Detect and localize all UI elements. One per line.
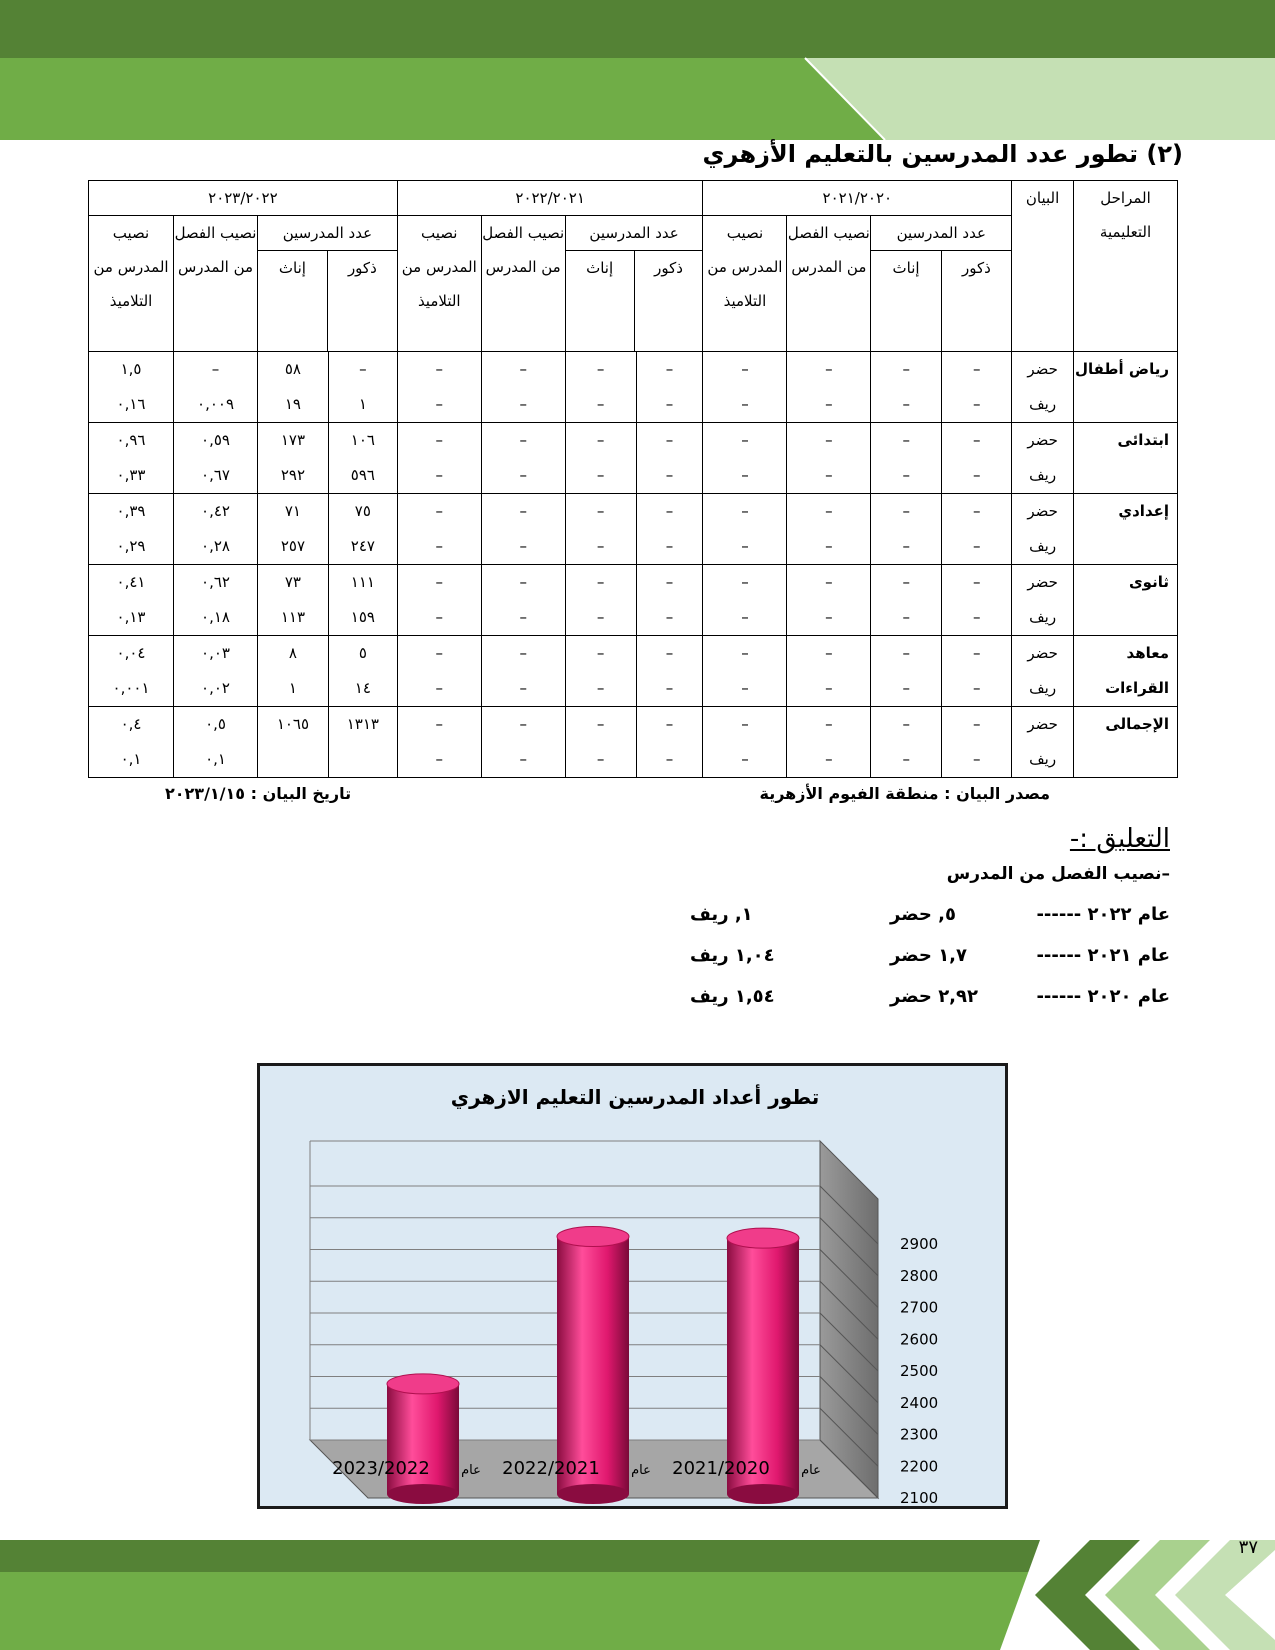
y-tick-label: 2400: [900, 1393, 939, 1412]
value-cell: ٥ ١٤: [328, 636, 397, 707]
empty-cell: – –: [481, 494, 565, 565]
class-share-header: نصيب الفصل من المدرس: [787, 216, 871, 352]
teachers-count-header: عدد المدرسين ذكور إناث: [565, 216, 703, 352]
comment-heading: التعليق :-: [1069, 824, 1170, 854]
class-share-header: نصيب الفصل من المدرس: [481, 216, 565, 352]
bar-top: [557, 1227, 629, 1247]
value-cell: ٧٥ ٢٤٧: [328, 494, 397, 565]
value-cell: ٨ ١: [257, 636, 328, 707]
empty-cell: – –: [871, 707, 942, 778]
value-cell: ١٠٦ ٥٩٦: [328, 423, 397, 494]
empty-cell: – –: [565, 423, 636, 494]
table-row: [89, 636, 1178, 707]
student-share-header: نصيب المدرس من التلاميذ: [703, 216, 787, 352]
value-cell: ٠,٣٩ ٠,٢٩: [89, 494, 174, 565]
teachers-table: [88, 180, 1178, 778]
value-cell: – ١: [328, 352, 397, 423]
bayan-cell: حضر ريف: [1012, 565, 1074, 636]
empty-cell: – –: [481, 565, 565, 636]
empty-cell: – –: [397, 423, 481, 494]
x-tick-prefix: عام: [461, 1463, 481, 1478]
empty-cell: – –: [565, 636, 636, 707]
empty-cell: – –: [636, 352, 703, 423]
stage-name: الإجمالى: [1074, 707, 1178, 778]
bar-top: [387, 1374, 459, 1394]
table-row: [89, 565, 1178, 636]
value-cell: ٠,٩٦ ٠,٣٣: [89, 423, 174, 494]
value-cell: ٧٣ ١١٣: [257, 565, 328, 636]
bar-base: [387, 1484, 459, 1504]
empty-cell: – –: [787, 423, 871, 494]
value-cell: ١٣١٣: [328, 707, 397, 778]
page-title: (٢) تطور عدد المدرسين بالتعليم الأزهري: [702, 140, 1183, 168]
y-tick-label: 2700: [900, 1298, 939, 1317]
empty-cell: – –: [703, 423, 787, 494]
empty-cell: – –: [942, 494, 1012, 565]
student-share-header: نصيب المدرس من التلاميذ: [397, 216, 481, 352]
empty-cell: – –: [871, 423, 942, 494]
header-decoration: [0, 0, 1275, 140]
comment-subheading: –نصيب الفصل من المدرس: [946, 864, 1170, 884]
bayan-cell: حضر ريف: [1012, 352, 1074, 423]
bayan-cell: حضر ريف: [1012, 707, 1074, 778]
x-tick-label: 2022/2021: [502, 1458, 600, 1479]
empty-cell: – –: [703, 352, 787, 423]
bar: [557, 1237, 629, 1494]
empty-cell: – –: [787, 565, 871, 636]
value-cell: ٠,٦٢ ٠,١٨: [174, 565, 258, 636]
y-tick-label: 2300: [900, 1425, 939, 1444]
empty-cell: – –: [397, 565, 481, 636]
y-tick-label: 2900: [900, 1235, 939, 1253]
teachers-count-header: عدد المدرسين ذكور إناث: [871, 216, 1012, 352]
table-row: [89, 352, 1178, 423]
empty-cell: – –: [871, 352, 942, 423]
value-cell: ٠,٠٣ ٠,٠٢: [174, 636, 258, 707]
y-tick-label: 2600: [900, 1330, 939, 1349]
empty-cell: – –: [703, 494, 787, 565]
empty-cell: – –: [565, 707, 636, 778]
bayan-header: البيان: [1012, 181, 1074, 352]
value-cell: ١,٥ ٠,١٦: [89, 352, 174, 423]
stage-name: ابتدائى: [1074, 423, 1178, 494]
empty-cell: – –: [481, 423, 565, 494]
empty-cell: – –: [565, 352, 636, 423]
x-tick-prefix: عام: [631, 1463, 651, 1478]
empty-cell: – –: [397, 636, 481, 707]
x-tick-label: 2023/2022: [332, 1458, 430, 1479]
class-share-header: نصيب الفصل من المدرس: [174, 216, 258, 352]
year-header-2022: ٢٠٢٣/٢٠٢٢: [89, 181, 398, 216]
teachers-chart: [257, 1063, 1008, 1509]
empty-cell: – –: [481, 707, 565, 778]
page-number: ٣٧: [1238, 1537, 1258, 1558]
bayan-cell: حضر ريف: [1012, 423, 1074, 494]
y-tick-label: 2800: [900, 1266, 939, 1285]
empty-cell: – –: [397, 707, 481, 778]
empty-cell: – –: [565, 565, 636, 636]
bar: [727, 1238, 799, 1494]
y-tick-label: 2100: [900, 1489, 939, 1506]
empty-cell: – –: [636, 494, 703, 565]
empty-cell: – –: [942, 636, 1012, 707]
value-cell: ٠,٤ ٠,١: [89, 707, 174, 778]
bar-top: [727, 1228, 799, 1248]
value-cell: ٠,٥٩ ٠,٦٧: [174, 423, 258, 494]
empty-cell: – –: [942, 565, 1012, 636]
comment-line: عام ٢٠٢٠ ------٢,٩٢ حضر١,٥٤ ريف: [690, 986, 1170, 1007]
table-row: [89, 707, 1178, 778]
footer-decoration: [0, 1510, 1275, 1650]
teachers-count-header: عدد المدرسين ذكور إناث: [257, 216, 397, 352]
comment-line: عام ٢٠٢٢ ------٥, حضر١, ريف: [690, 904, 1170, 925]
empty-cell: – –: [636, 565, 703, 636]
value-cell: ٠,٤٢ ٠,٢٨: [174, 494, 258, 565]
y-tick-label: 2200: [900, 1457, 939, 1476]
value-cell: ٠,٤١ ٠,١٣: [89, 565, 174, 636]
chart-title: تطور أعداد المدرسين التعليم الازهري: [450, 1085, 820, 1109]
empty-cell: – –: [871, 636, 942, 707]
stage-name: ثانوى: [1074, 565, 1178, 636]
empty-cell: – –: [481, 352, 565, 423]
value-cell: ٠,٠٤ ٠,٠٠١: [89, 636, 174, 707]
value-cell: ١٠٦٥: [257, 707, 328, 778]
value-cell: ٠,٥ ٠,١: [174, 707, 258, 778]
empty-cell: – –: [636, 636, 703, 707]
value-cell: ١٧٣ ٢٩٢: [257, 423, 328, 494]
bar-base: [727, 1484, 799, 1504]
bayan-cell: حضر ريف: [1012, 494, 1074, 565]
data-date: تاريخ البيان : ٢٠٢٣/١/١٥: [165, 784, 352, 803]
empty-cell: – –: [871, 494, 942, 565]
y-tick-label: 2500: [900, 1362, 939, 1380]
empty-cell: – –: [397, 352, 481, 423]
empty-cell: – –: [636, 423, 703, 494]
empty-cell: – –: [787, 707, 871, 778]
stage-name: رياض أطفال: [1074, 352, 1178, 423]
empty-cell: – –: [871, 565, 942, 636]
value-cell: ١١١ ١٥٩: [328, 565, 397, 636]
empty-cell: – –: [703, 565, 787, 636]
empty-cell: – –: [636, 707, 703, 778]
empty-cell: – –: [481, 636, 565, 707]
stage-header: المراحل التعليمية: [1074, 181, 1178, 352]
year-header-2021: ٢٠٢٢/٢٠٢١: [397, 181, 703, 216]
value-cell: ٥٨ ١٩: [257, 352, 328, 423]
empty-cell: – –: [942, 352, 1012, 423]
empty-cell: – –: [703, 707, 787, 778]
table-row: [89, 423, 1178, 494]
empty-cell: – –: [397, 494, 481, 565]
comment-line: عام ٢٠٢١ ------١,٧ حضر١,٠٤ ريف: [690, 945, 1170, 966]
bayan-cell: حضر ريف: [1012, 636, 1074, 707]
empty-cell: – –: [703, 636, 787, 707]
empty-cell: – –: [787, 636, 871, 707]
bar-base: [557, 1484, 629, 1504]
student-share-header: نصيب المدرس من التلاميذ: [89, 216, 174, 352]
value-cell: – ٠,٠٠٩: [174, 352, 258, 423]
value-cell: ٧١ ٢٥٧: [257, 494, 328, 565]
empty-cell: – –: [787, 494, 871, 565]
x-tick-prefix: عام: [801, 1463, 821, 1478]
empty-cell: – –: [565, 494, 636, 565]
chart-svg: [260, 1066, 1005, 1506]
x-tick-label: 2021/2020: [672, 1458, 770, 1479]
year-header-2020: ٢٠٢١/٢٠٢٠: [703, 181, 1012, 216]
stage-name: معاهد القراءات: [1074, 636, 1178, 707]
empty-cell: – –: [942, 707, 1012, 778]
empty-cell: – –: [787, 352, 871, 423]
table-body: [89, 352, 1178, 778]
table-row: [89, 494, 1178, 565]
stage-name: إعدادي: [1074, 494, 1178, 565]
empty-cell: – –: [942, 423, 1012, 494]
data-source: مصدر البيان : منطقة الفيوم الأزهرية: [759, 784, 1050, 803]
